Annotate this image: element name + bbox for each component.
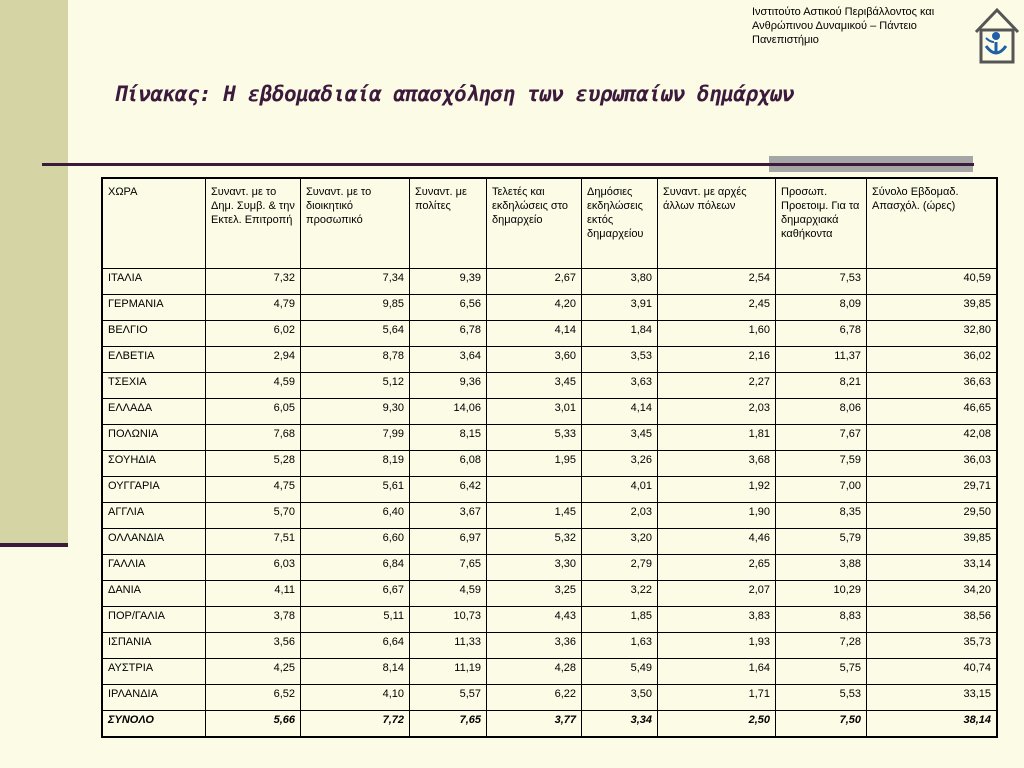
value-cell: 33,15	[867, 685, 998, 711]
value-cell: 6,05	[206, 399, 301, 425]
table-row	[102, 633, 997, 659]
value-cell: 2,07	[658, 581, 776, 607]
total-value-cell: 7,50	[776, 711, 867, 738]
country-cell: ΑΥΣΤΡΙΑ	[102, 659, 206, 685]
country-cell: ΓΑΛΛΙΑ	[102, 555, 206, 581]
table-row	[102, 685, 997, 711]
header-ceremonies: Τελετές και εκδηλώσεις στο δημαρχείο	[487, 178, 582, 269]
value-cell: 8,19	[301, 451, 410, 477]
value-cell: 1,85	[582, 607, 658, 633]
value-cell: 8,83	[776, 607, 867, 633]
table-body	[102, 269, 997, 738]
country-cell: ΙΡΛΑΝΔΙΑ	[102, 685, 206, 711]
value-cell: 8,06	[776, 399, 867, 425]
value-cell: 1,93	[658, 633, 776, 659]
value-cell: 1,81	[658, 425, 776, 451]
value-cell: 32,80	[867, 321, 998, 347]
value-cell: 8,35	[776, 503, 867, 529]
value-cell: 8,09	[776, 295, 867, 321]
value-cell: 7,59	[776, 451, 867, 477]
value-cell: 3,78	[206, 607, 301, 633]
value-cell: 7,68	[206, 425, 301, 451]
total-label-cell: ΣΥΝΟΛΟ	[102, 711, 206, 738]
header-citizen-meetings: Συναντ. με πολίτες	[410, 178, 487, 269]
total-value-cell: 7,72	[301, 711, 410, 738]
country-cell: ΒΕΛΓΙΟ	[102, 321, 206, 347]
table-row	[102, 607, 997, 633]
value-cell: 3,20	[582, 529, 658, 555]
value-cell: 3,91	[582, 295, 658, 321]
value-cell: 6,64	[301, 633, 410, 659]
table-row	[102, 399, 997, 425]
value-cell: 29,50	[867, 503, 998, 529]
value-cell: 5,32	[487, 529, 582, 555]
country-cell: ΙΣΠΑΝΙΑ	[102, 633, 206, 659]
value-cell: 5,49	[582, 659, 658, 685]
value-cell: 5,57	[410, 685, 487, 711]
value-cell: 36,02	[867, 347, 998, 373]
value-cell: 6,40	[301, 503, 410, 529]
country-cell: ΕΛΒΕΤΙΑ	[102, 347, 206, 373]
value-cell: 6,56	[410, 295, 487, 321]
value-cell: 5,11	[301, 607, 410, 633]
total-value-cell: 2,50	[658, 711, 776, 738]
value-cell	[487, 477, 582, 503]
value-cell: 7,65	[410, 555, 487, 581]
value-cell: 3,25	[487, 581, 582, 607]
value-cell: 3,50	[582, 685, 658, 711]
value-cell: 3,22	[582, 581, 658, 607]
value-cell: 6,67	[301, 581, 410, 607]
value-cell: 6,52	[206, 685, 301, 711]
institute-logo-icon	[972, 2, 1022, 66]
country-cell: ΤΣΕΧΙΑ	[102, 373, 206, 399]
value-cell: 6,22	[487, 685, 582, 711]
value-cell: 7,32	[206, 269, 301, 295]
country-cell: ΑΓΓΛΙΑ	[102, 503, 206, 529]
country-cell: ΟΥΓΓΑΡΙΑ	[102, 477, 206, 503]
value-cell: 36,63	[867, 373, 998, 399]
value-cell: 8,14	[301, 659, 410, 685]
value-cell: 2,67	[487, 269, 582, 295]
value-cell: 1,95	[487, 451, 582, 477]
value-cell: 1,71	[658, 685, 776, 711]
value-cell: 14,06	[410, 399, 487, 425]
value-cell: 4,59	[206, 373, 301, 399]
value-cell: 5,61	[301, 477, 410, 503]
table-row	[102, 477, 997, 503]
value-cell: 5,53	[776, 685, 867, 711]
value-cell: 9,85	[301, 295, 410, 321]
value-cell: 46,65	[867, 399, 998, 425]
value-cell: 38,56	[867, 607, 998, 633]
value-cell: 1,84	[582, 321, 658, 347]
value-cell: 2,54	[658, 269, 776, 295]
page-title: Πίνακας: Η εβδομαδιαία απασχόληση των ευρωπαίων δημάρχων	[114, 82, 795, 106]
value-cell: 3,63	[582, 373, 658, 399]
value-cell: 3,53	[582, 347, 658, 373]
value-cell: 3,67	[410, 503, 487, 529]
country-cell: ΕΛΛΑΔΑ	[102, 399, 206, 425]
value-cell: 6,78	[410, 321, 487, 347]
value-cell: 2,65	[658, 555, 776, 581]
total-value-cell: 3,77	[487, 711, 582, 738]
value-cell: 1,60	[658, 321, 776, 347]
table-row	[102, 503, 997, 529]
header-country: ΧΩΡΑ	[102, 178, 206, 269]
value-cell: 6,02	[206, 321, 301, 347]
value-cell: 7,67	[776, 425, 867, 451]
value-cell: 7,53	[776, 269, 867, 295]
table-total-row	[102, 711, 997, 738]
value-cell: 34,20	[867, 581, 998, 607]
value-cell: 1,92	[658, 477, 776, 503]
value-cell: 5,64	[301, 321, 410, 347]
value-cell: 7,51	[206, 529, 301, 555]
value-cell: 3,80	[582, 269, 658, 295]
value-cell: 2,03	[658, 399, 776, 425]
value-cell: 6,08	[410, 451, 487, 477]
value-cell: 5,33	[487, 425, 582, 451]
total-value-cell: 3,34	[582, 711, 658, 738]
value-cell: 7,00	[776, 477, 867, 503]
value-cell: 5,70	[206, 503, 301, 529]
value-cell: 4,28	[487, 659, 582, 685]
value-cell: 8,78	[301, 347, 410, 373]
value-cell: 4,20	[487, 295, 582, 321]
value-cell: 2,27	[658, 373, 776, 399]
value-cell: 4,11	[206, 581, 301, 607]
value-cell: 8,21	[776, 373, 867, 399]
country-cell: ΙΤΑΛΙΑ	[102, 269, 206, 295]
country-cell: ΓΕΡΜΑΝΙΑ	[102, 295, 206, 321]
value-cell: 4,46	[658, 529, 776, 555]
country-cell: ΔΑΝΙΑ	[102, 581, 206, 607]
value-cell: 4,79	[206, 295, 301, 321]
value-cell: 3,60	[487, 347, 582, 373]
country-cell: ΠΟΡ/ΓΑΛΙΑ	[102, 607, 206, 633]
mayor-weekly-work-table	[101, 177, 998, 738]
value-cell: 3,01	[487, 399, 582, 425]
value-cell: 11,37	[776, 347, 867, 373]
header-public-events: Δημόσιες εκδηλώσεις εκτός δημαρχείου	[582, 178, 658, 269]
value-cell: 4,10	[301, 685, 410, 711]
value-cell: 2,45	[658, 295, 776, 321]
value-cell: 9,30	[301, 399, 410, 425]
table-row	[102, 347, 997, 373]
table-header-row	[102, 178, 997, 269]
value-cell: 35,73	[867, 633, 998, 659]
value-cell: 3,45	[582, 425, 658, 451]
table-row	[102, 321, 997, 347]
header-staff-meetings: Συναντ. με το διοικητικό προσωπικό	[301, 178, 410, 269]
value-cell: 39,85	[867, 295, 998, 321]
value-cell: 33,14	[867, 555, 998, 581]
value-cell: 6,03	[206, 555, 301, 581]
value-cell: 5,75	[776, 659, 867, 685]
value-cell: 2,03	[582, 503, 658, 529]
total-value-cell: 38,14	[867, 711, 998, 738]
value-cell: 6,97	[410, 529, 487, 555]
value-cell: 39,85	[867, 529, 998, 555]
value-cell: 3,30	[487, 555, 582, 581]
value-cell: 6,42	[410, 477, 487, 503]
value-cell: 7,28	[776, 633, 867, 659]
value-cell: 1,45	[487, 503, 582, 529]
value-cell: 3,88	[776, 555, 867, 581]
value-cell: 1,64	[658, 659, 776, 685]
value-cell: 42,08	[867, 425, 998, 451]
value-cell: 6,60	[301, 529, 410, 555]
table-row	[102, 555, 997, 581]
value-cell: 2,79	[582, 555, 658, 581]
value-cell: 5,28	[206, 451, 301, 477]
value-cell: 9,39	[410, 269, 487, 295]
value-cell: 1,90	[658, 503, 776, 529]
value-cell: 4,25	[206, 659, 301, 685]
value-cell: 3,83	[658, 607, 776, 633]
value-cell: 3,68	[658, 451, 776, 477]
value-cell: 11,19	[410, 659, 487, 685]
value-cell: 4,14	[487, 321, 582, 347]
value-cell: 3,45	[487, 373, 582, 399]
value-cell: 10,73	[410, 607, 487, 633]
value-cell: 4,14	[582, 399, 658, 425]
value-cell: 40,74	[867, 659, 998, 685]
value-cell: 10,29	[776, 581, 867, 607]
value-cell: 4,75	[206, 477, 301, 503]
header-total-hours: Σύνολο Εβδομαδ. Απασχόλ. (ώρες)	[867, 178, 998, 269]
value-cell: 36,03	[867, 451, 998, 477]
value-cell: 2,94	[206, 347, 301, 373]
value-cell: 7,34	[301, 269, 410, 295]
table-row	[102, 425, 997, 451]
country-cell: ΟΛΛΑΝΔΙΑ	[102, 529, 206, 555]
value-cell: 1,63	[582, 633, 658, 659]
value-cell: 5,79	[776, 529, 867, 555]
value-cell: 4,43	[487, 607, 582, 633]
table-row	[102, 581, 997, 607]
side-decor-rule	[0, 543, 68, 547]
table-row	[102, 659, 997, 685]
header-other-cities: Συναντ. με αρχές άλλων πόλεων	[658, 178, 776, 269]
table-row	[102, 529, 997, 555]
table-row	[102, 295, 997, 321]
value-cell: 4,59	[410, 581, 487, 607]
header-council-meetings: Συναντ. με το Δημ. Συμβ. & την Εκτελ. Επιτροπή	[206, 178, 301, 269]
value-cell: 3,64	[410, 347, 487, 373]
value-cell: 9,36	[410, 373, 487, 399]
value-cell: 11,33	[410, 633, 487, 659]
value-cell: 4,01	[582, 477, 658, 503]
value-cell: 3,56	[206, 633, 301, 659]
total-value-cell: 7,65	[410, 711, 487, 738]
table-row	[102, 269, 997, 295]
header-divider	[42, 163, 974, 166]
value-cell: 6,78	[776, 321, 867, 347]
header-preparation: Προσωπ. Προετοιμ. Για τα δημαρχιακά καθήκοντα	[776, 178, 867, 269]
total-value-cell: 5,66	[206, 711, 301, 738]
institute-name: Ινστιτούτο Αστικού Περιβάλλοντος και Ανθρώπινου Δυναμικού – Πάντειο Πανεπιστήμιο	[752, 6, 935, 46]
table-row	[102, 373, 997, 399]
side-decor-band	[0, 0, 68, 545]
value-cell: 3,36	[487, 633, 582, 659]
country-cell: ΣΟΥΗΔΙΑ	[102, 451, 206, 477]
value-cell: 8,15	[410, 425, 487, 451]
table-row	[102, 451, 997, 477]
value-cell: 29,71	[867, 477, 998, 503]
value-cell: 7,99	[301, 425, 410, 451]
country-cell: ΠΟΛΩΝΙΑ	[102, 425, 206, 451]
value-cell: 3,26	[582, 451, 658, 477]
value-cell: 6,84	[301, 555, 410, 581]
value-cell: 40,59	[867, 269, 998, 295]
value-cell: 5,12	[301, 373, 410, 399]
value-cell: 2,16	[658, 347, 776, 373]
